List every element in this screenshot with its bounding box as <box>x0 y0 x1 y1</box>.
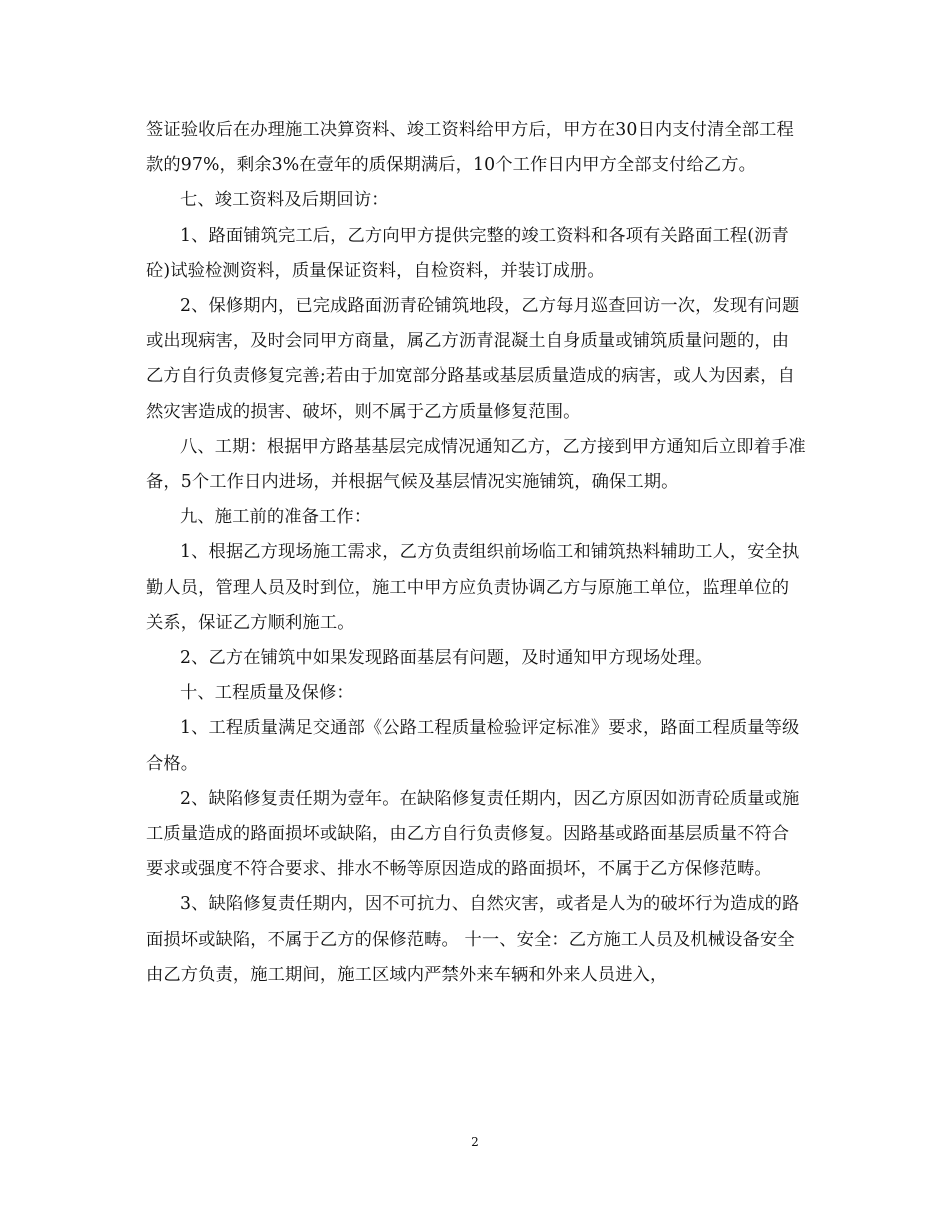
paragraph-defect-repair-2: 2、缺陷修复责任期为壹年。在缺陷修复责任期内，因乙方原因如沥青砼质量或施工质量造成的路面损坏或缺陷，由乙方自行负责修复。因路基或路面基层质量不符合要求或强度不符合要求、排水不畅等原因造成的路面损坏，不属于乙方保修范畴。 <box>146 788 800 880</box>
heading-preparation-work: 九、施工前的准备工作： <box>180 507 372 528</box>
paragraph-preparation-1: 1、根据乙方现场施工需求，乙方负责组织前场临工和铺筑热料辅助工人，安全执勤人员，管理人员及时到位，施工中甲方应负责协调乙方与原施工单位，监理单位的关系，保证乙方顺利施工。 <box>146 542 800 633</box>
paragraph-quality-1: 1、工程质量满足交通部《公路工程质量检验评定标准》要求，路面工程质量等级合格。 <box>146 718 800 774</box>
paragraph-defect-repair-3: 3、缺陷修复责任期内，因不可抗力、自然灾害，或者是人为的破坏行为造成的路面损坏或缺陷，不属于乙方的保修范畴。 十一、安全：乙方施工人员及机械设备安全由乙方负责，施工期间，施工区域内严禁外来车辆和外来人员进入， <box>146 894 800 985</box>
paragraph-payment-terms: 签证验收后在办理施工决算资料、竣工资料给甲方后，甲方在30日内支付清全部工程款的97%，剩余3%在壹年的质保期满后，10个工作日内甲方全部支付给乙方。 <box>146 120 794 176</box>
document-body <box>146 113 806 993</box>
paragraph-construction-period: 八、工期：根据甲方路基基层完成情况通知乙方，乙方接到甲方通知后立即着手准备，5个工作日内进场，并根据气候及基层情况实施铺筑，确保工期。 <box>146 436 806 493</box>
page-number: 2 <box>471 1135 479 1149</box>
heading-completion-materials: 七、竣工资料及后期回访： <box>180 190 389 211</box>
paragraph-preparation-2: 2、乙方在铺筑中如果发现路面基层有问题，及时通知甲方现场处理。 <box>180 648 713 669</box>
heading-quality-warranty: 十、工程质量及保修： <box>180 683 354 704</box>
paragraph-warranty-inspection-2: 2、保修期内，已完成路面沥青砼铺筑地段，乙方每月巡查回访一次，发现有问题或出现病害，及时会同甲方商量，属乙方沥青混凝土自身质量或铺筑质量问题的，由乙方自行负责修复完善;若由于加宽部分路基或基层质量造成的病害，或人为因素，自然灾害造成的损害、破坏，则不属于乙方质量修复范围。 <box>146 296 800 422</box>
paragraph-completion-materials-1: 1、路面铺筑完工后，乙方向甲方提供完整的竣工资料和各项有关路面工程(沥青砼)试验检测资料，质量保证资料，自检资料，并装订成册。 <box>146 225 789 281</box>
